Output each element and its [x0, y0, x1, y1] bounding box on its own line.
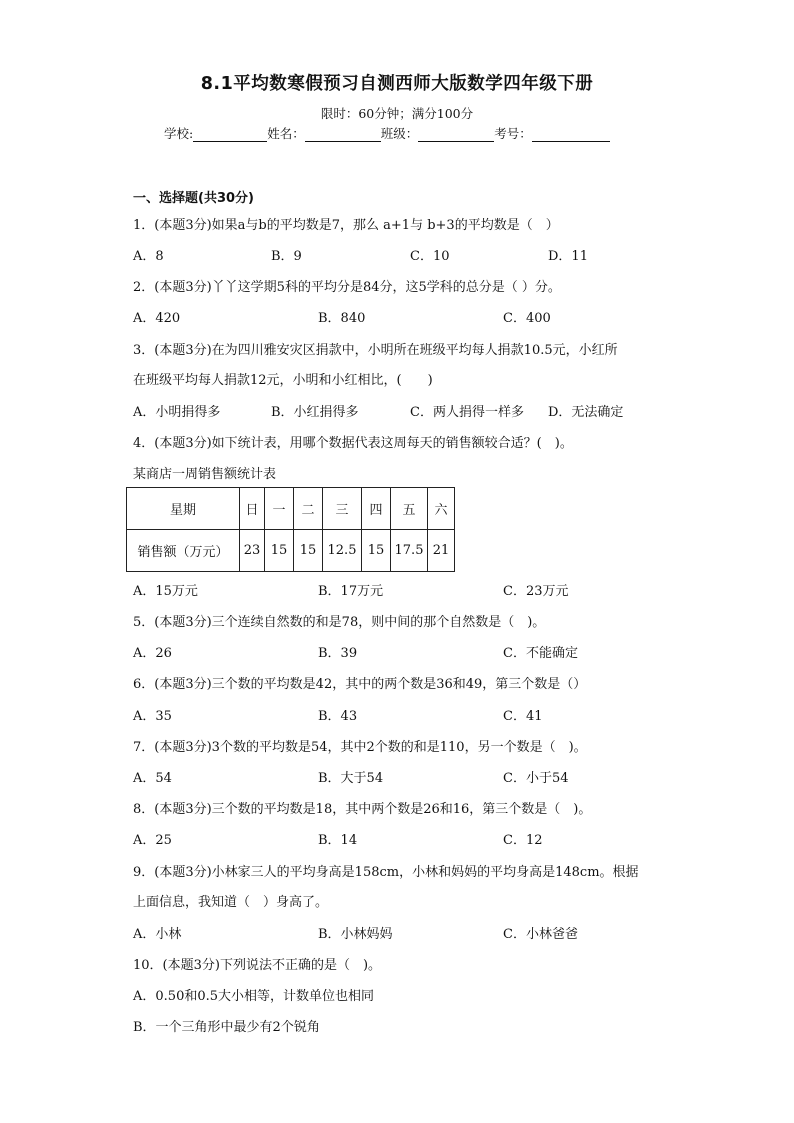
- page-title: 8.1平均数寒假预习自测西师大版数学四年级下册: [200, 74, 594, 94]
- q3-option-c: C．两人捐得一样多: [410, 405, 524, 420]
- class-blank[interactable]: [418, 128, 494, 142]
- table-cell: 15: [265, 530, 294, 572]
- q3-option-a: A．小明捐得多: [133, 405, 221, 420]
- table-cell: 23: [240, 530, 265, 572]
- q10-option-a: A．0.50和0.5大小相等，计数单位也相同: [133, 989, 375, 1004]
- q1-option-b: B．9: [271, 249, 302, 264]
- q1-option-d: D．11: [548, 249, 588, 264]
- section-title: 一、选择题(共30分): [133, 191, 254, 206]
- table-cell: 五: [391, 488, 428, 530]
- q6-option-c: C．41: [503, 709, 543, 724]
- sales-table: [126, 487, 455, 572]
- school-label: 学校:: [164, 126, 194, 141]
- table-cell: 六: [428, 488, 455, 530]
- table-cell: 15: [362, 530, 391, 572]
- question-7: 7．(本题3分)3个数的平均数是54，其中2个数的和是110，另一个数是（ )。: [133, 740, 587, 755]
- question-4: 4．(本题3分)如下统计表，用哪个数据代表这周每天的销售额较合适？( )。: [133, 436, 573, 451]
- q4-option-c: C．23万元: [503, 584, 569, 599]
- table-header-row: [127, 488, 455, 530]
- q8-option-b: B．14: [318, 833, 358, 848]
- q6-option-a: A．35: [133, 709, 172, 724]
- q7-option-a: A．54: [133, 771, 172, 786]
- question-6: 6．(本题3分)三个数的平均数是42，其中的两个数是36和49，第三个数是（）: [133, 677, 587, 692]
- q5-option-a: A．26: [133, 646, 172, 661]
- table-cell: 二: [294, 488, 323, 530]
- q4-option-a: A．15万元: [133, 584, 198, 599]
- question-8: 8．(本题3分)三个数的平均数是18，其中两个数是26和16，第三个数是（ )。: [133, 802, 592, 817]
- q3-option-d: D．无法确定: [548, 405, 624, 420]
- question-3-line-2: 在班级平均每人捐款12元，小明和小红相比，( ): [133, 373, 433, 388]
- name-label: 姓名：: [267, 126, 305, 141]
- q6-option-b: B．43: [318, 709, 358, 724]
- table-cell: 星期: [127, 488, 240, 530]
- table-cell: 17.5: [391, 530, 428, 572]
- q8-option-a: A．25: [133, 833, 172, 848]
- question-3-line-1: 3．(本题3分)在为四川雅安灾区捐款中，小明所在班级平均每人捐款10.5元，小红所: [133, 343, 618, 358]
- school-blank[interactable]: [193, 128, 267, 142]
- q5-option-b: B．39: [318, 646, 358, 661]
- q9-option-c: C．小林爸爸: [503, 927, 578, 942]
- q7-option-c: C．小于54: [503, 771, 569, 786]
- q1-option-a: A．8: [133, 249, 164, 264]
- table-cell: 四: [362, 488, 391, 530]
- q9-option-a: A．小林: [133, 927, 182, 942]
- q9-option-b: B．小林妈妈: [318, 927, 393, 942]
- table-cell: 日: [240, 488, 265, 530]
- q5-option-c: C．不能确定: [503, 646, 578, 661]
- exam-number-label: 考号：: [494, 126, 532, 141]
- table-cell: 一: [265, 488, 294, 530]
- table-row: [127, 530, 455, 572]
- q10-option-b: B．一个三角形中最少有2个锐角: [133, 1020, 320, 1035]
- question-5: 5．(本题3分)三个连续自然数的和是78，则中间的那个自然数是（ )。: [133, 615, 546, 630]
- question-9-line-1: 9．(本题3分)小林家三人的平均身高是158cm，小林和妈妈的平均身高是148cm。根据: [133, 865, 639, 880]
- q4-option-b: B．17万元: [318, 584, 384, 599]
- question-2: 2．(本题3分)丫丫这学期5科的平均分是84分，这5学科的总分是（ ）分。: [133, 280, 561, 295]
- table-title: 某商店一周销售额统计表: [133, 467, 277, 482]
- q2-option-a: A．420: [133, 311, 181, 326]
- table-cell: 三: [323, 488, 362, 530]
- table-cell: 12.5: [323, 530, 362, 572]
- table-cell: 21: [428, 530, 455, 572]
- table-cell: 15: [294, 530, 323, 572]
- question-1: 1．(本题3分)如果a与b的平均数是7，那么 a+1与 b+3的平均数是（ ）: [133, 218, 559, 233]
- question-10: 10．(本题3分)下列说法不正确的是（ )。: [133, 958, 382, 973]
- q2-option-c: C．400: [503, 311, 551, 326]
- time-limit: 限时：60分钟；满分100分: [320, 106, 474, 121]
- question-9-line-2: 上面信息，我知道（ ）身高了。: [133, 895, 329, 910]
- q2-option-b: B．840: [318, 311, 366, 326]
- q7-option-b: B．大于54: [318, 771, 384, 786]
- q1-option-c: C．10: [410, 249, 450, 264]
- student-info-line: [164, 124, 610, 142]
- name-blank[interactable]: [305, 128, 381, 142]
- table-cell: 销售额（万元）: [127, 530, 240, 572]
- q3-option-b: B．小红捐得多: [271, 405, 359, 420]
- exam-number-blank[interactable]: [532, 128, 610, 142]
- class-label: 班级：: [380, 126, 419, 141]
- q8-option-c: C．12: [503, 833, 543, 848]
